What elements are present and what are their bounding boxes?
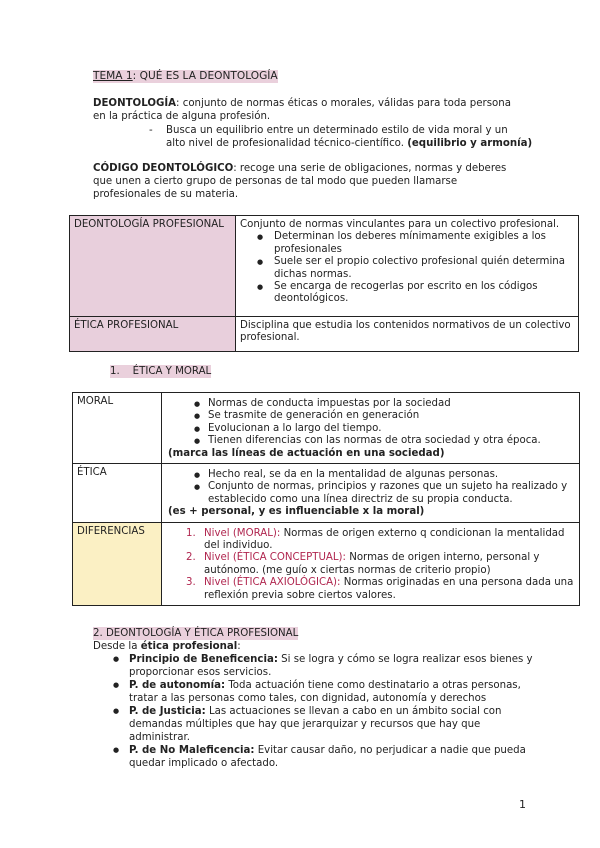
principle-name: P. de No Maleficencia:	[129, 745, 255, 756]
item-text: Normas originadas en una persona dada una reflexión previa sobre ciertos valores.	[204, 577, 574, 601]
numbered-list	[166, 528, 575, 602]
table-row	[73, 393, 580, 464]
item-level: Nivel (ÉTICA CONCEPTUAL):	[204, 552, 346, 564]
row-content: Disciplina que estudia los contenidos normativos de un colectivo profesional.	[236, 317, 579, 352]
row-label: DIFERENCIAS	[73, 522, 162, 605]
page-title	[93, 70, 278, 83]
list-item: ● Se trasmite de generación en generación	[166, 410, 575, 422]
deontologia-text-2: en la práctica de alguna profesión.	[93, 111, 271, 122]
page-number: 1	[519, 798, 526, 811]
deontologia-definition	[93, 97, 533, 123]
list-item: ● Se encarga de recogerlas por escrito en los códigos deontológicos.	[240, 281, 574, 306]
list-item: ● Tienen diferencias con las normas de otra sociedad y otra época.	[166, 435, 575, 447]
bullet-list	[166, 398, 575, 448]
item-level: Nivel (MORAL):	[204, 527, 281, 539]
list-item	[166, 528, 575, 553]
item-text: Normas de origen externo q condicionan la mentalidad del individuo.	[204, 527, 565, 552]
item-text: Normas de origen interno, personal y autónomo. (me guío x ciertas normas de criterio propio)	[204, 552, 540, 576]
row-note: (es + personal, y es influenciable x la moral)	[168, 506, 425, 518]
table-row	[70, 216, 579, 317]
row-content	[162, 464, 580, 523]
dash-marker: -	[149, 125, 153, 136]
list-item	[93, 679, 538, 705]
row-content	[236, 216, 579, 317]
row-content	[162, 522, 580, 605]
row-content	[162, 393, 580, 464]
dash-text-1: Busca un equilibrio entre un determinado estilo de vida moral y un	[166, 125, 508, 136]
codigo-text-3: profesionales de su materia.	[93, 189, 239, 200]
row-label: DEONTOLOGÍA PROFESIONAL	[70, 216, 236, 317]
list-item	[93, 744, 538, 770]
section-heading-etica-moral: 1. ÉTICA Y MORAL	[110, 366, 212, 377]
principle-name: Principio de Beneficencia:	[129, 654, 278, 665]
row-label: ÉTICA PROFESIONAL	[70, 317, 236, 352]
principle-name: P. de Justicia:	[129, 706, 206, 717]
title-rest: : QUÉ ES LA DEONTOLOGÍA	[132, 70, 278, 82]
deontologia-table	[69, 215, 579, 352]
bullet-list	[166, 469, 575, 506]
codigo-text-1: : recoge una serie de obligaciones, normas y deberes	[233, 163, 507, 174]
row-label: ÉTICA	[73, 464, 162, 523]
dash-bold: (equilibrio y armonía)	[407, 138, 533, 149]
deontologia-dash-item	[166, 124, 546, 150]
principle-text: Evitar causar daño, no perjudicar a nadie que pueda quedar implicado o afectado.	[129, 745, 526, 769]
principle-text: Si se logra y cómo se logra realizar esos bienes y proporcionar esos servicios.	[129, 654, 533, 678]
etica-moral-table	[72, 392, 580, 606]
intro-post: :	[237, 641, 241, 652]
list-item	[166, 552, 575, 577]
list-item	[93, 705, 538, 744]
principle-name: P. de autonomía:	[129, 680, 226, 691]
item-number: 1.	[186, 527, 196, 539]
list-item: ● Evolucionan a lo largo del tiempo.	[166, 423, 575, 435]
item-number: 2.	[186, 552, 196, 564]
list-item: ● Suele ser el propio colectivo profesional quién determina dichas normas.	[240, 256, 574, 281]
principle-text: Las actuaciones se llevan a cabo en un ámbito social con demandas múltiples que hay que jerarquizar y recursos que hay que administrar.	[129, 706, 502, 743]
deontologia-text-1: : conjunto de normas éticas o morales, válidas para toda persona	[176, 98, 511, 109]
section2-intro	[93, 640, 241, 653]
section-heading-deontologia-etica: 2. DEONTOLOGÍA Y ÉTICA PROFESIONAL	[93, 628, 299, 639]
list-item: ● Determinan los deberes mínimamente exigibles a los profesionales	[240, 231, 574, 256]
list-item	[166, 577, 575, 602]
table-row	[73, 464, 580, 523]
codigo-term: CÓDIGO DEONTOLÓGICO	[93, 163, 234, 174]
principle-text: Toda actuación tiene como destinatario a otras personas, tratar a las personas como tales, con dignidad, autonomía y derechos	[129, 680, 521, 704]
list-item	[93, 653, 538, 679]
list-item: ● Normas de conducta impuestas por la sociedad	[166, 398, 575, 410]
row-lead: Conjunto de normas vinculantes para un colectivo profesional.	[240, 219, 560, 230]
list-item: ● Hecho real, se da en la mentalidad de algunas personas.	[166, 469, 575, 481]
table-row	[70, 317, 579, 352]
list-item: ● Conjunto de normas, principios y razones que un sujeto ha realizado y establecido como una línea directriz de su propia conducta.	[166, 481, 575, 506]
bullet-list	[240, 231, 574, 305]
principles-list	[93, 653, 538, 770]
codigo-text-2: que unen a cierto grupo de personas de tal modo que pueden llamarse	[93, 176, 458, 187]
deontologia-term: DEONTOLOGÍA	[93, 98, 177, 109]
item-number: 3.	[186, 577, 196, 589]
title-tema: TEMA 1	[93, 70, 133, 82]
dash-text-2: alto nivel de profesionalidad técnico-científico.	[166, 138, 404, 149]
table-row	[73, 522, 580, 605]
row-label: MORAL	[73, 393, 162, 464]
intro-bold: ética profesional	[140, 641, 238, 652]
row-note: (marca las líneas de actuación en una sociedad)	[168, 447, 445, 459]
codigo-definition	[93, 162, 533, 201]
item-level: Nivel (ÉTICA AXIOLÓGICA):	[204, 577, 341, 589]
intro-pre: Desde la	[93, 641, 141, 652]
